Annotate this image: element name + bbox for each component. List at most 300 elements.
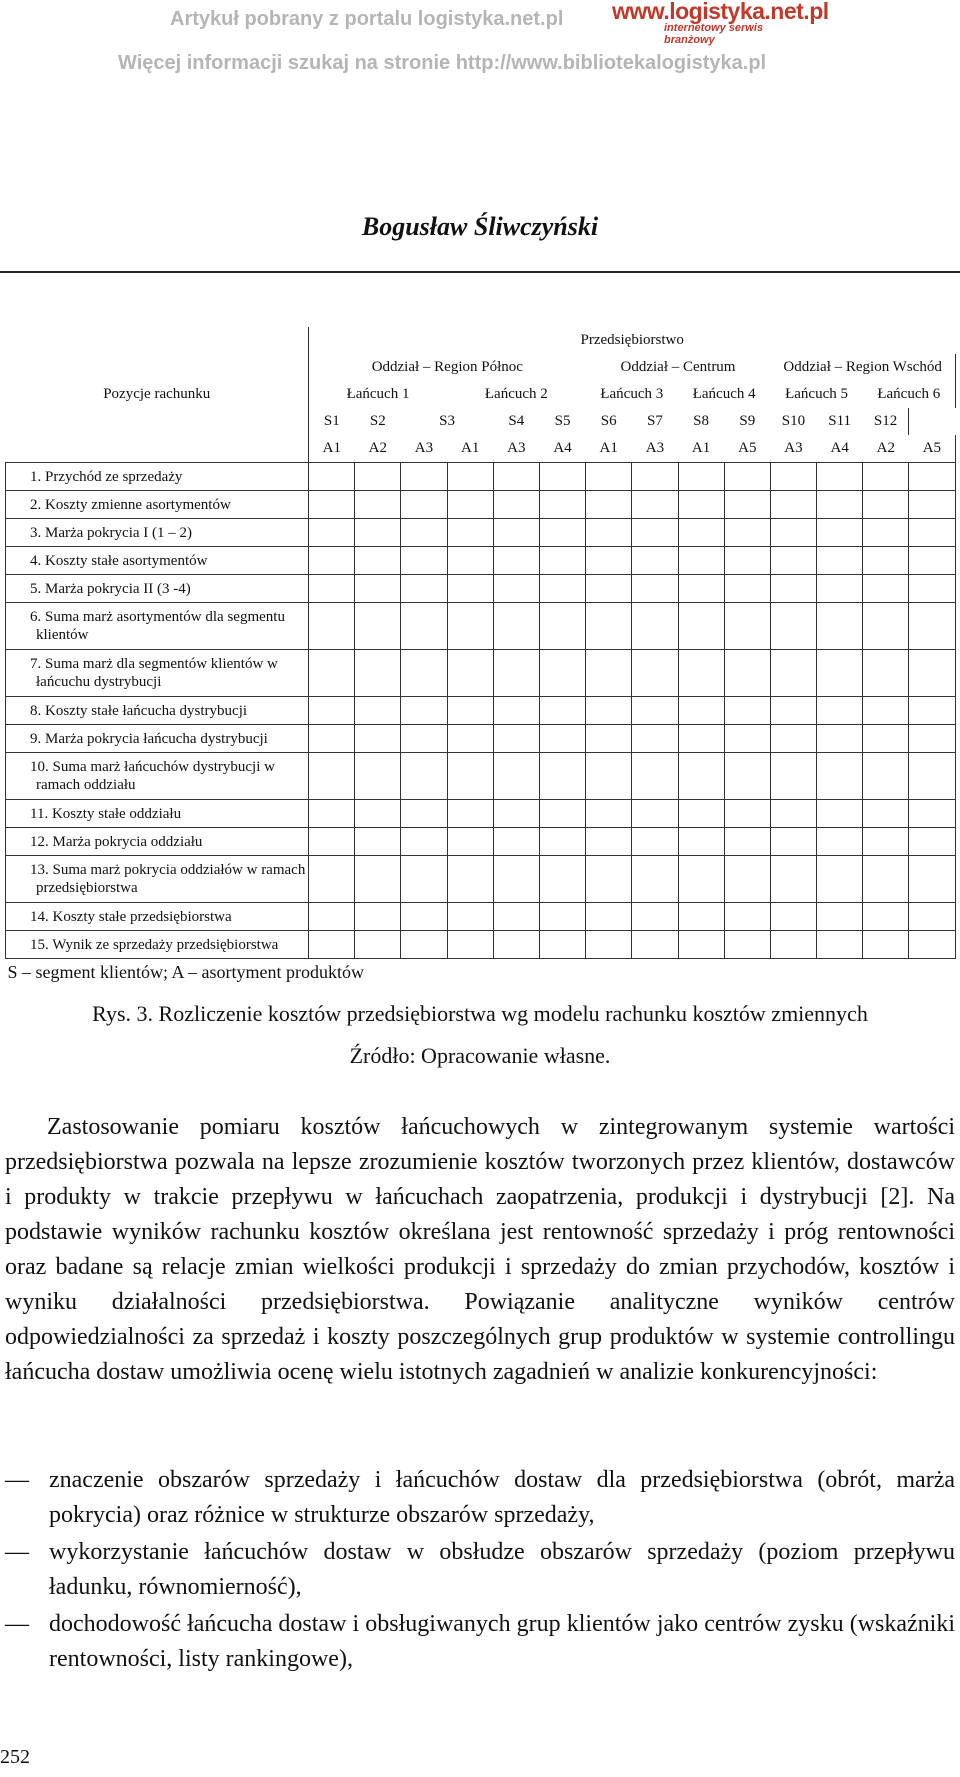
row-label: 6. Suma marż asortymentów dla segmentu klientów bbox=[6, 603, 309, 650]
value-cell bbox=[817, 575, 863, 603]
value-cell bbox=[586, 856, 632, 903]
assortment-header: A2 bbox=[863, 435, 909, 463]
value-cell bbox=[724, 463, 770, 491]
value-cell bbox=[724, 650, 770, 697]
value-cell bbox=[724, 931, 770, 959]
value-cell bbox=[355, 903, 401, 931]
enterprise-header: Przedsiębiorstwo bbox=[309, 327, 956, 354]
value-cell bbox=[863, 697, 909, 725]
value-cell bbox=[355, 547, 401, 575]
value-cell bbox=[678, 828, 724, 856]
corner-cell bbox=[6, 327, 309, 354]
value-cell bbox=[447, 575, 493, 603]
value-cell bbox=[724, 800, 770, 828]
value-cell bbox=[309, 463, 355, 491]
row-label: 8. Koszty stałe łańcucha dystrybucji bbox=[6, 697, 309, 725]
value-cell bbox=[817, 931, 863, 959]
value-cell bbox=[632, 725, 678, 753]
value-cell bbox=[539, 650, 585, 697]
value-cell bbox=[909, 650, 955, 697]
value-cell bbox=[309, 697, 355, 725]
value-cell bbox=[678, 547, 724, 575]
value-cell bbox=[401, 463, 447, 491]
value-cell bbox=[355, 856, 401, 903]
value-cell bbox=[909, 697, 955, 725]
value-cell bbox=[493, 575, 539, 603]
value-cell bbox=[401, 725, 447, 753]
value-cell bbox=[770, 725, 816, 753]
value-cell bbox=[447, 463, 493, 491]
page-number: 252 bbox=[0, 1746, 30, 1768]
value-cell bbox=[355, 931, 401, 959]
value-cell bbox=[493, 753, 539, 800]
value-cell bbox=[309, 491, 355, 519]
value-cell bbox=[586, 519, 632, 547]
value-cell bbox=[863, 575, 909, 603]
assortment-header: A5 bbox=[724, 435, 770, 463]
value-cell bbox=[309, 725, 355, 753]
value-cell bbox=[770, 575, 816, 603]
value-cell bbox=[632, 753, 678, 800]
header-row-chains bbox=[6, 381, 956, 408]
value-cell bbox=[724, 725, 770, 753]
value-cell bbox=[678, 753, 724, 800]
value-cell bbox=[447, 697, 493, 725]
table-row bbox=[6, 650, 956, 697]
value-cell bbox=[909, 491, 955, 519]
row-label: 1. Przychód ze sprzedaży bbox=[6, 463, 309, 491]
value-cell bbox=[909, 463, 955, 491]
value-cell bbox=[493, 903, 539, 931]
value-cell bbox=[539, 828, 585, 856]
branch-header: Oddział – Centrum bbox=[620, 359, 736, 375]
cost-accounting-table bbox=[5, 327, 956, 986]
value-cell bbox=[447, 856, 493, 903]
value-cell bbox=[355, 603, 401, 650]
segment-header: S4 bbox=[508, 413, 525, 429]
value-cell bbox=[309, 603, 355, 650]
value-cell bbox=[863, 547, 909, 575]
value-cell bbox=[632, 519, 678, 547]
figure-caption: Rys. 3. Rozliczenie kosztów przedsiębiorstwa wg modelu rachunku kosztów zmiennych bbox=[92, 1001, 868, 1026]
value-cell bbox=[309, 931, 355, 959]
value-cell bbox=[309, 547, 355, 575]
value-cell bbox=[724, 697, 770, 725]
table-row bbox=[6, 931, 956, 959]
value-cell bbox=[632, 575, 678, 603]
value-cell bbox=[309, 650, 355, 697]
value-cell bbox=[770, 800, 816, 828]
header-row-segments bbox=[6, 408, 956, 435]
value-cell bbox=[770, 519, 816, 547]
value-cell bbox=[401, 856, 447, 903]
row-label: 14. Koszty stałe przedsiębiorstwa bbox=[6, 903, 309, 931]
value-cell bbox=[770, 491, 816, 519]
author-name: Bogusław Śliwczyński bbox=[361, 212, 599, 241]
logo-main-text: www.logistyka.net.pl bbox=[612, 0, 829, 24]
value-cell bbox=[447, 903, 493, 931]
value-cell bbox=[632, 697, 678, 725]
list-item bbox=[5, 1607, 955, 1677]
value-cell bbox=[817, 697, 863, 725]
value-cell bbox=[770, 753, 816, 800]
value-cell bbox=[724, 828, 770, 856]
value-cell bbox=[586, 547, 632, 575]
table-row bbox=[6, 697, 956, 725]
value-cell bbox=[724, 903, 770, 931]
corner-cell bbox=[6, 354, 309, 381]
value-cell bbox=[401, 519, 447, 547]
value-cell bbox=[909, 903, 955, 931]
dash-bullet-icon: — bbox=[5, 1611, 29, 1637]
value-cell bbox=[632, 491, 678, 519]
value-cell bbox=[678, 519, 724, 547]
value-cell bbox=[863, 463, 909, 491]
segment-header: S3 bbox=[439, 413, 455, 429]
value-cell bbox=[678, 856, 724, 903]
value-cell bbox=[586, 903, 632, 931]
row-label: 2. Koszty zmienne asortymentów bbox=[6, 491, 309, 519]
dash-bullet-icon: — bbox=[5, 1539, 29, 1565]
header-row-enterprise bbox=[6, 327, 956, 354]
value-cell bbox=[909, 519, 955, 547]
value-cell bbox=[863, 519, 909, 547]
corner-label: Pozycje rachunku bbox=[103, 386, 211, 402]
table-row bbox=[6, 463, 956, 491]
header-divider bbox=[0, 271, 960, 273]
row-label: 5. Marża pokrycia II (3 -4) bbox=[6, 575, 309, 603]
value-cell bbox=[909, 800, 955, 828]
row-label: 10. Suma marż łańcuchów dystrybucji w ramach oddziału bbox=[6, 753, 309, 800]
table-row bbox=[6, 491, 956, 519]
table-footnote: S – segment klientów; A – asortyment produktów bbox=[7, 962, 364, 982]
value-cell bbox=[586, 753, 632, 800]
assortment-header: A4 bbox=[817, 435, 863, 463]
value-cell bbox=[632, 828, 678, 856]
value-cell bbox=[909, 725, 955, 753]
corner-cell bbox=[6, 435, 309, 463]
assortment-header: A3 bbox=[401, 435, 447, 463]
assortment-header: A4 bbox=[539, 435, 585, 463]
value-cell bbox=[586, 931, 632, 959]
value-cell bbox=[632, 931, 678, 959]
assortment-header: A3 bbox=[493, 435, 539, 463]
value-cell bbox=[493, 547, 539, 575]
table-row bbox=[6, 603, 956, 650]
table-row bbox=[6, 547, 956, 575]
value-cell bbox=[909, 931, 955, 959]
footnote-row bbox=[6, 959, 956, 987]
value-cell bbox=[309, 800, 355, 828]
segment-header: S6 bbox=[600, 413, 617, 429]
value-cell bbox=[447, 828, 493, 856]
value-cell bbox=[309, 519, 355, 547]
segment-header: S2 bbox=[369, 413, 386, 429]
row-label: 9. Marża pokrycia łańcucha dystrybucji bbox=[6, 725, 309, 753]
value-cell bbox=[863, 753, 909, 800]
list-item-text: znaczenie obszarów sprzedaży i łańcuchów dostaw dla przedsiębiorstwa (obrót, marża pokrycia) oraz różnice w strukturze obszarów sprzedaży, bbox=[49, 1467, 955, 1528]
value-cell bbox=[678, 697, 724, 725]
list-item bbox=[5, 1463, 955, 1533]
value-cell bbox=[863, 856, 909, 903]
value-cell bbox=[586, 463, 632, 491]
value-cell bbox=[678, 725, 724, 753]
value-cell bbox=[770, 856, 816, 903]
value-cell bbox=[355, 575, 401, 603]
value-cell bbox=[539, 800, 585, 828]
assortment-header: A3 bbox=[770, 435, 816, 463]
value-cell bbox=[678, 575, 724, 603]
value-cell bbox=[770, 603, 816, 650]
figure-source: Źródło: Opracowanie własne. bbox=[349, 1043, 611, 1068]
value-cell bbox=[539, 725, 585, 753]
value-cell bbox=[724, 856, 770, 903]
list-item-text: wykorzystanie łańcuchów dostaw w obsłudze obszarów sprzedaży (poziom przepływu ładunku, równomierność), bbox=[49, 1539, 955, 1600]
value-cell bbox=[817, 856, 863, 903]
table-row bbox=[6, 903, 956, 931]
value-cell bbox=[632, 800, 678, 828]
value-cell bbox=[309, 575, 355, 603]
list-item bbox=[5, 1535, 955, 1605]
value-cell bbox=[493, 697, 539, 725]
value-cell bbox=[447, 931, 493, 959]
value-cell bbox=[724, 603, 770, 650]
value-cell bbox=[817, 491, 863, 519]
table-row bbox=[6, 725, 956, 753]
dash-bullet-icon: — bbox=[5, 1467, 29, 1493]
value-cell bbox=[493, 603, 539, 650]
branch-header: Oddział – Region Wschód bbox=[770, 354, 955, 381]
value-cell bbox=[539, 547, 585, 575]
segment-header: S12 bbox=[863, 408, 909, 435]
value-cell bbox=[493, 650, 539, 697]
value-cell bbox=[632, 856, 678, 903]
value-cell bbox=[863, 828, 909, 856]
value-cell bbox=[678, 650, 724, 697]
value-cell bbox=[678, 931, 724, 959]
assortment-header: A1 bbox=[678, 435, 724, 463]
value-cell bbox=[493, 725, 539, 753]
value-cell bbox=[539, 931, 585, 959]
value-cell bbox=[401, 650, 447, 697]
chain-header: Łańcuch 5 bbox=[785, 386, 848, 402]
value-cell bbox=[493, 491, 539, 519]
chain-header: Łańcuch 4 bbox=[692, 386, 756, 402]
value-cell bbox=[863, 725, 909, 753]
value-cell bbox=[632, 903, 678, 931]
value-cell bbox=[447, 519, 493, 547]
value-cell bbox=[309, 828, 355, 856]
value-cell bbox=[770, 697, 816, 725]
table-row bbox=[6, 828, 956, 856]
row-label: 4. Koszty stałe asortymentów bbox=[6, 547, 309, 575]
logo-tagline: internetowy serwis branżowy bbox=[664, 22, 764, 46]
row-label: 13. Suma marż pokrycia oddziałów w ramach przedsiębiorstwa bbox=[6, 856, 309, 903]
chain-header: Łańcuch 1 bbox=[309, 381, 448, 408]
value-cell bbox=[770, 547, 816, 575]
value-cell bbox=[401, 800, 447, 828]
value-cell bbox=[493, 931, 539, 959]
value-cell bbox=[493, 800, 539, 828]
value-cell bbox=[586, 800, 632, 828]
value-cell bbox=[817, 725, 863, 753]
value-cell bbox=[355, 697, 401, 725]
value-cell bbox=[632, 650, 678, 697]
value-cell bbox=[909, 753, 955, 800]
row-label: 15. Wynik ze sprzedaży przedsiębiorstwa bbox=[6, 931, 309, 959]
value-cell bbox=[586, 650, 632, 697]
value-cell bbox=[355, 800, 401, 828]
download-notice: Artykuł pobrany z portalu logistyka.net.pl bbox=[170, 8, 564, 30]
list-item-text: dochodowość łańcucha dostaw i obsługiwanych grup klientów jako centrów zysku (wskaźniki rentowności, listy rankingowe), bbox=[49, 1611, 955, 1672]
value-cell bbox=[724, 491, 770, 519]
value-cell bbox=[355, 828, 401, 856]
value-cell bbox=[355, 463, 401, 491]
value-cell bbox=[678, 903, 724, 931]
segment-header: S9 bbox=[739, 413, 756, 429]
value-cell bbox=[586, 603, 632, 650]
segment-header: S5 bbox=[554, 413, 571, 429]
value-cell bbox=[447, 603, 493, 650]
value-cell bbox=[678, 603, 724, 650]
table-row bbox=[6, 575, 956, 603]
value-cell bbox=[539, 491, 585, 519]
value-cell bbox=[586, 697, 632, 725]
value-cell bbox=[355, 491, 401, 519]
value-cell bbox=[863, 603, 909, 650]
value-cell bbox=[401, 931, 447, 959]
value-cell bbox=[493, 828, 539, 856]
value-cell bbox=[309, 856, 355, 903]
value-cell bbox=[401, 697, 447, 725]
body-paragraph: Zastosowanie pomiaru kosztów łańcuchowych w zintegrowanym systemie wartości przedsiębiorstwa pozwala na lepsze zrozumienie kosztów tworzonych przez klientów, dostawców i produkty w trakcie przepływu w łańcuchach zaopatrzenia, produkcji i dystrybucji [2]. Na podstawie wyników rachunku kosztów określana jest rentowność sprzedaży i próg rentowności oraz badane są relacje zmian wielkości produkcji i sprzedaży do zmian przychodów, kosztów i wyniku działalności przedsiębiorstwa. Powiązanie analityczne wyników centrów odpowiedzialności za sprzedaż i koszty poszczególnych grup produktów w systemie controllingu łańcucha dostaw umożliwia ocenę wielu istotnych zagadnień w analizie konkurencyjności: bbox=[5, 1114, 955, 1385]
value-cell bbox=[401, 753, 447, 800]
value-cell bbox=[863, 491, 909, 519]
value-cell bbox=[586, 725, 632, 753]
value-cell bbox=[770, 903, 816, 931]
more-info-notice: Więcej informacji szukaj na stronie http://www.bibliotekalogistyka.pl bbox=[118, 52, 767, 74]
chain-header: Łańcuch 2 bbox=[484, 386, 548, 402]
value-cell bbox=[401, 603, 447, 650]
value-cell bbox=[586, 575, 632, 603]
value-cell bbox=[678, 491, 724, 519]
site-logo[interactable] bbox=[612, 0, 829, 46]
value-cell bbox=[770, 650, 816, 697]
value-cell bbox=[632, 547, 678, 575]
chain-header: Łańcuch 3 bbox=[600, 386, 664, 402]
value-cell bbox=[401, 547, 447, 575]
assortment-header: A2 bbox=[355, 435, 401, 463]
segment-header: S8 bbox=[693, 413, 710, 429]
table-row bbox=[6, 519, 956, 547]
assortment-header: A1 bbox=[309, 435, 355, 463]
value-cell bbox=[447, 491, 493, 519]
table-row bbox=[6, 753, 956, 800]
value-cell bbox=[678, 463, 724, 491]
value-cell bbox=[447, 650, 493, 697]
value-cell bbox=[863, 903, 909, 931]
value-cell bbox=[770, 828, 816, 856]
header-row-branches bbox=[6, 354, 956, 381]
row-label: 3. Marża pokrycia I (1 – 2) bbox=[6, 519, 309, 547]
value-cell bbox=[539, 697, 585, 725]
value-cell bbox=[401, 491, 447, 519]
segment-header: S10 bbox=[781, 413, 806, 429]
value-cell bbox=[817, 519, 863, 547]
value-cell bbox=[539, 856, 585, 903]
value-cell bbox=[447, 753, 493, 800]
value-cell bbox=[909, 856, 955, 903]
value-cell bbox=[817, 903, 863, 931]
value-cell bbox=[539, 463, 585, 491]
value-cell bbox=[632, 603, 678, 650]
assortment-header: A5 bbox=[909, 435, 955, 463]
value-cell bbox=[401, 575, 447, 603]
row-label: 11. Koszty stałe oddziału bbox=[6, 800, 309, 828]
value-cell bbox=[909, 575, 955, 603]
value-cell bbox=[863, 800, 909, 828]
value-cell bbox=[724, 575, 770, 603]
value-cell bbox=[863, 931, 909, 959]
value-cell bbox=[355, 753, 401, 800]
assortment-header: A1 bbox=[586, 435, 632, 463]
value-cell bbox=[355, 519, 401, 547]
value-cell bbox=[355, 725, 401, 753]
table-row bbox=[6, 856, 956, 903]
value-cell bbox=[539, 575, 585, 603]
value-cell bbox=[909, 603, 955, 650]
value-cell bbox=[493, 519, 539, 547]
value-cell bbox=[493, 856, 539, 903]
value-cell bbox=[817, 828, 863, 856]
value-cell bbox=[493, 463, 539, 491]
value-cell bbox=[817, 650, 863, 697]
value-cell bbox=[539, 903, 585, 931]
value-cell bbox=[817, 800, 863, 828]
table-row bbox=[6, 800, 956, 828]
value-cell bbox=[678, 800, 724, 828]
value-cell bbox=[817, 463, 863, 491]
value-cell bbox=[539, 519, 585, 547]
value-cell bbox=[817, 603, 863, 650]
row-label: 7. Suma marż dla segmentów klientów w łańcuchu dystrybucji bbox=[6, 650, 309, 697]
assortment-header: A1 bbox=[447, 435, 493, 463]
assortment-header: A3 bbox=[632, 435, 678, 463]
value-cell bbox=[586, 491, 632, 519]
value-cell bbox=[401, 903, 447, 931]
value-cell bbox=[724, 753, 770, 800]
value-cell bbox=[909, 828, 955, 856]
value-cell bbox=[447, 725, 493, 753]
value-cell bbox=[539, 603, 585, 650]
value-cell bbox=[863, 650, 909, 697]
value-cell bbox=[817, 753, 863, 800]
corner-cell bbox=[6, 408, 309, 435]
value-cell bbox=[909, 547, 955, 575]
value-cell bbox=[309, 903, 355, 931]
value-cell bbox=[724, 547, 770, 575]
branch-header: Oddział – Region Północ bbox=[309, 354, 586, 381]
bullet-list bbox=[5, 1463, 955, 1679]
chain-header: Łańcuch 6 bbox=[863, 381, 956, 408]
value-cell bbox=[309, 753, 355, 800]
value-cell bbox=[770, 931, 816, 959]
value-cell bbox=[401, 828, 447, 856]
segment-header: S7 bbox=[646, 413, 663, 429]
row-label: 12. Marża pokrycia oddziału bbox=[6, 828, 309, 856]
value-cell bbox=[447, 800, 493, 828]
header-row-assortments bbox=[6, 435, 956, 463]
